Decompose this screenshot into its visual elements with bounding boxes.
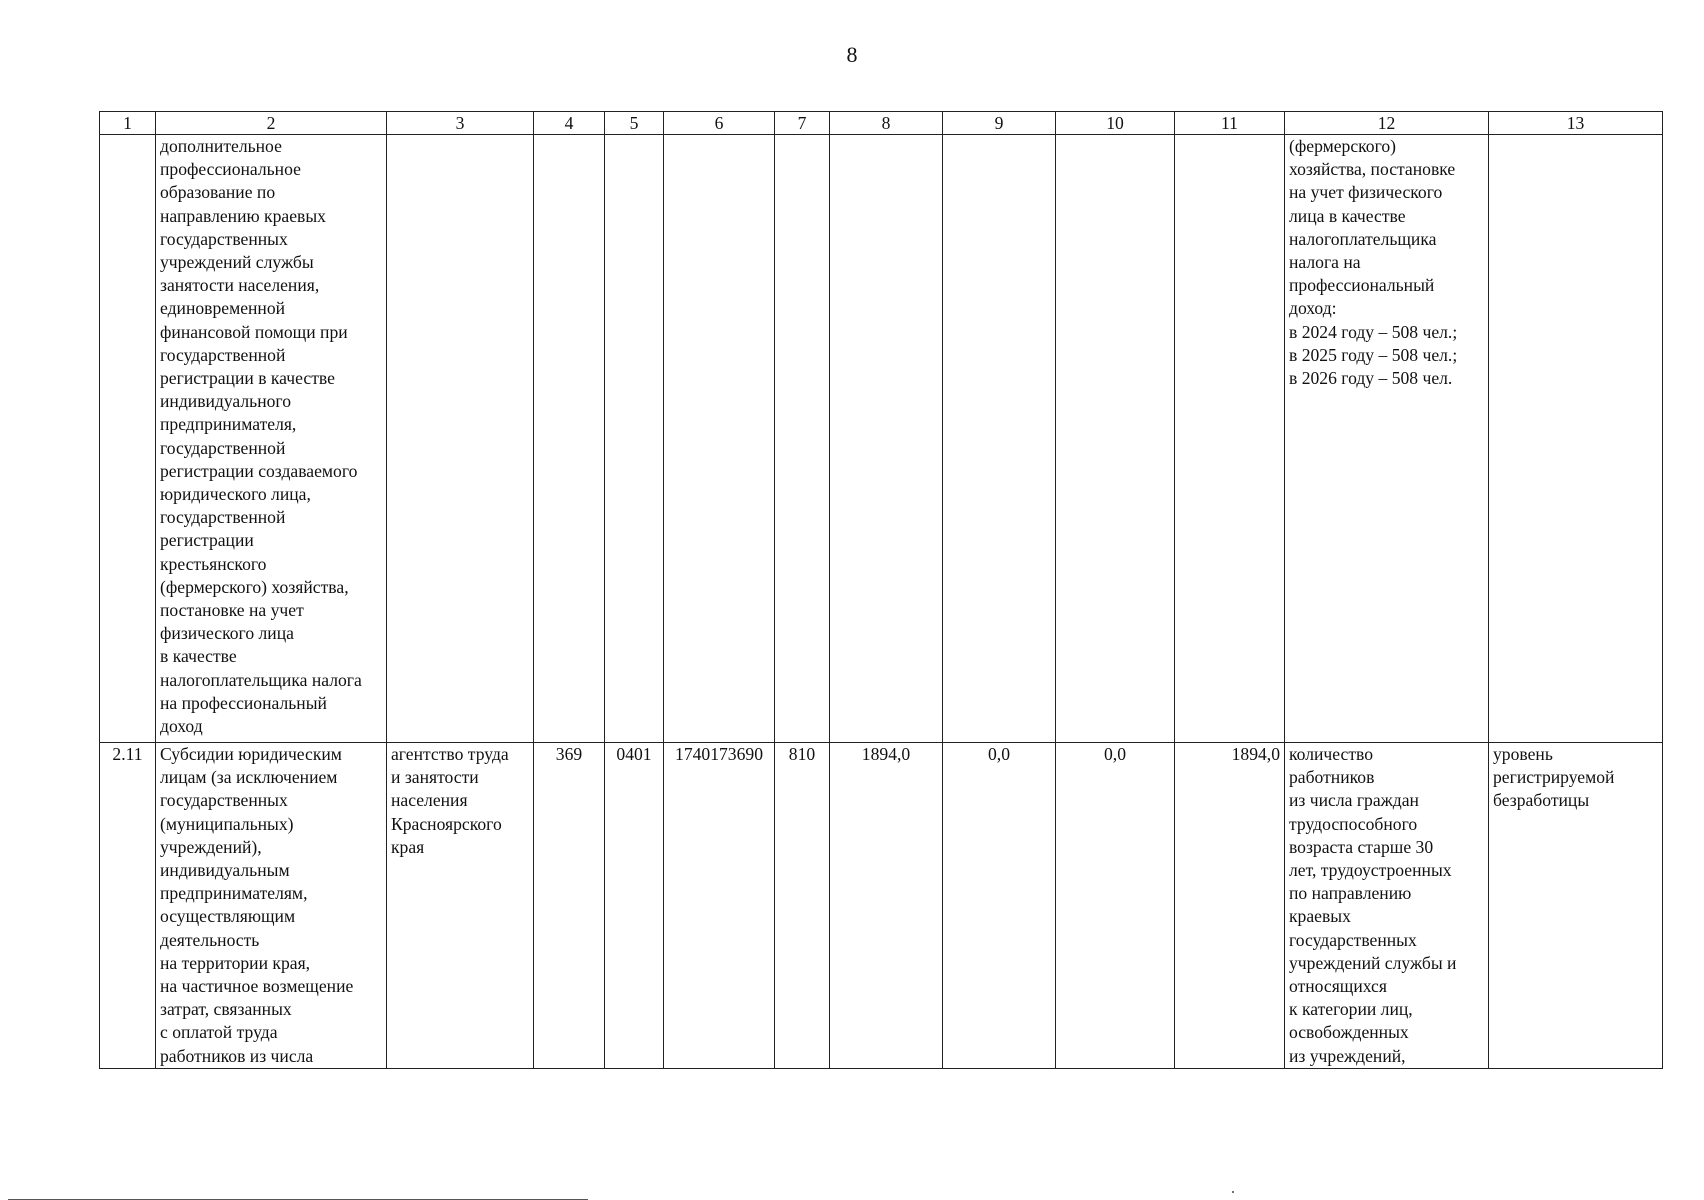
column-header-11: 11 xyxy=(1175,112,1285,135)
column-header-1: 1 xyxy=(100,112,156,135)
description-text: Субсидии юридическим лицам (за исключением государственных (муниципальных) учреждений), индивидуальным предпринимателям, осуществляющим деятельность на территории края, на частичное возмещение затрат, связанных с оплатой труда работников из числа xyxy=(160,744,354,1066)
cell-code-grbs: 369 xyxy=(534,743,605,1069)
cell-code-expense-type: 810 xyxy=(775,743,830,1069)
cell-amount-2024: 1894,0 xyxy=(830,743,943,1069)
cell-amount-total: 1894,0 xyxy=(1175,743,1285,1069)
column-header-13: 13 xyxy=(1489,112,1663,135)
cell-indicator xyxy=(1285,743,1489,1069)
cell-empty xyxy=(100,135,156,743)
column-header-3: 3 xyxy=(387,112,534,135)
cell-description xyxy=(156,743,387,1069)
cell-empty xyxy=(775,135,830,743)
indicator-text: (фермерского) хозяйства, постановке на учет физического лица в качестве налогоплательщика налога на профессиональный доход: в 2024 году – 508 чел.; в 2025 году – 508 чел.; в 2026 году – 508 чел. xyxy=(1289,136,1458,389)
column-header-7: 7 xyxy=(775,112,830,135)
cell-code-section: 0401 xyxy=(605,743,664,1069)
column-header-6: 6 xyxy=(664,112,775,135)
table-row-continued xyxy=(100,135,1663,743)
column-header-10: 10 xyxy=(1056,112,1175,135)
cell-administrator xyxy=(387,743,534,1069)
page-number: 8 xyxy=(846,42,858,67)
cell-empty xyxy=(534,135,605,743)
cell-empty xyxy=(1056,135,1175,743)
administrator-text: агентство труда и занятости населения Красноярского края xyxy=(391,744,509,857)
scan-artifact xyxy=(1232,1191,1234,1193)
column-header-12: 12 xyxy=(1285,112,1489,135)
cell-indicator-target xyxy=(1489,743,1663,1069)
cell-empty xyxy=(605,135,664,743)
column-header-8: 8 xyxy=(830,112,943,135)
cell-empty xyxy=(943,135,1056,743)
cell-amount-2025: 0,0 xyxy=(943,743,1056,1069)
cell-code-target: 1740173690 xyxy=(664,743,775,1069)
indicator-target-text: уровень регистрируемой безработицы xyxy=(1493,744,1615,811)
column-header-9: 9 xyxy=(943,112,1056,135)
header-row xyxy=(100,112,1663,135)
cell-indicator xyxy=(1285,135,1489,743)
cell-item-number: 2.11 xyxy=(100,743,156,1069)
column-header-4: 4 xyxy=(534,112,605,135)
column-header-2: 2 xyxy=(156,112,387,135)
cell-empty xyxy=(664,135,775,743)
indicator-text: количество работников из числа граждан трудоспособного возраста старше 30 лет, трудоустроенных по направлению краевых государственных учреждений службы и относящихся к категории лиц, освобожденных из учреждений, xyxy=(1289,744,1457,1066)
table-row-2-11 xyxy=(100,743,1663,1069)
cell-empty xyxy=(387,135,534,743)
cell-empty xyxy=(1489,135,1663,743)
cell-description xyxy=(156,135,387,743)
budget-table xyxy=(99,111,1663,1069)
description-text: дополнительное профессиональное образование по направлению краевых государственных учреждений службы занятости населения, единовременной финансовой помощи при государственной регистрации в качестве индивидуального предпринимателя, государственной регистрации создаваемого юридического лица, государственной регистрации крестьянского (фермерского) хозяйства, постановке на учет физического лица в качестве налогоплательщика налога на профессиональный доход xyxy=(160,136,362,737)
cell-empty xyxy=(1175,135,1285,743)
cell-amount-2026: 0,0 xyxy=(1056,743,1175,1069)
column-header-5: 5 xyxy=(605,112,664,135)
cell-empty xyxy=(830,135,943,743)
